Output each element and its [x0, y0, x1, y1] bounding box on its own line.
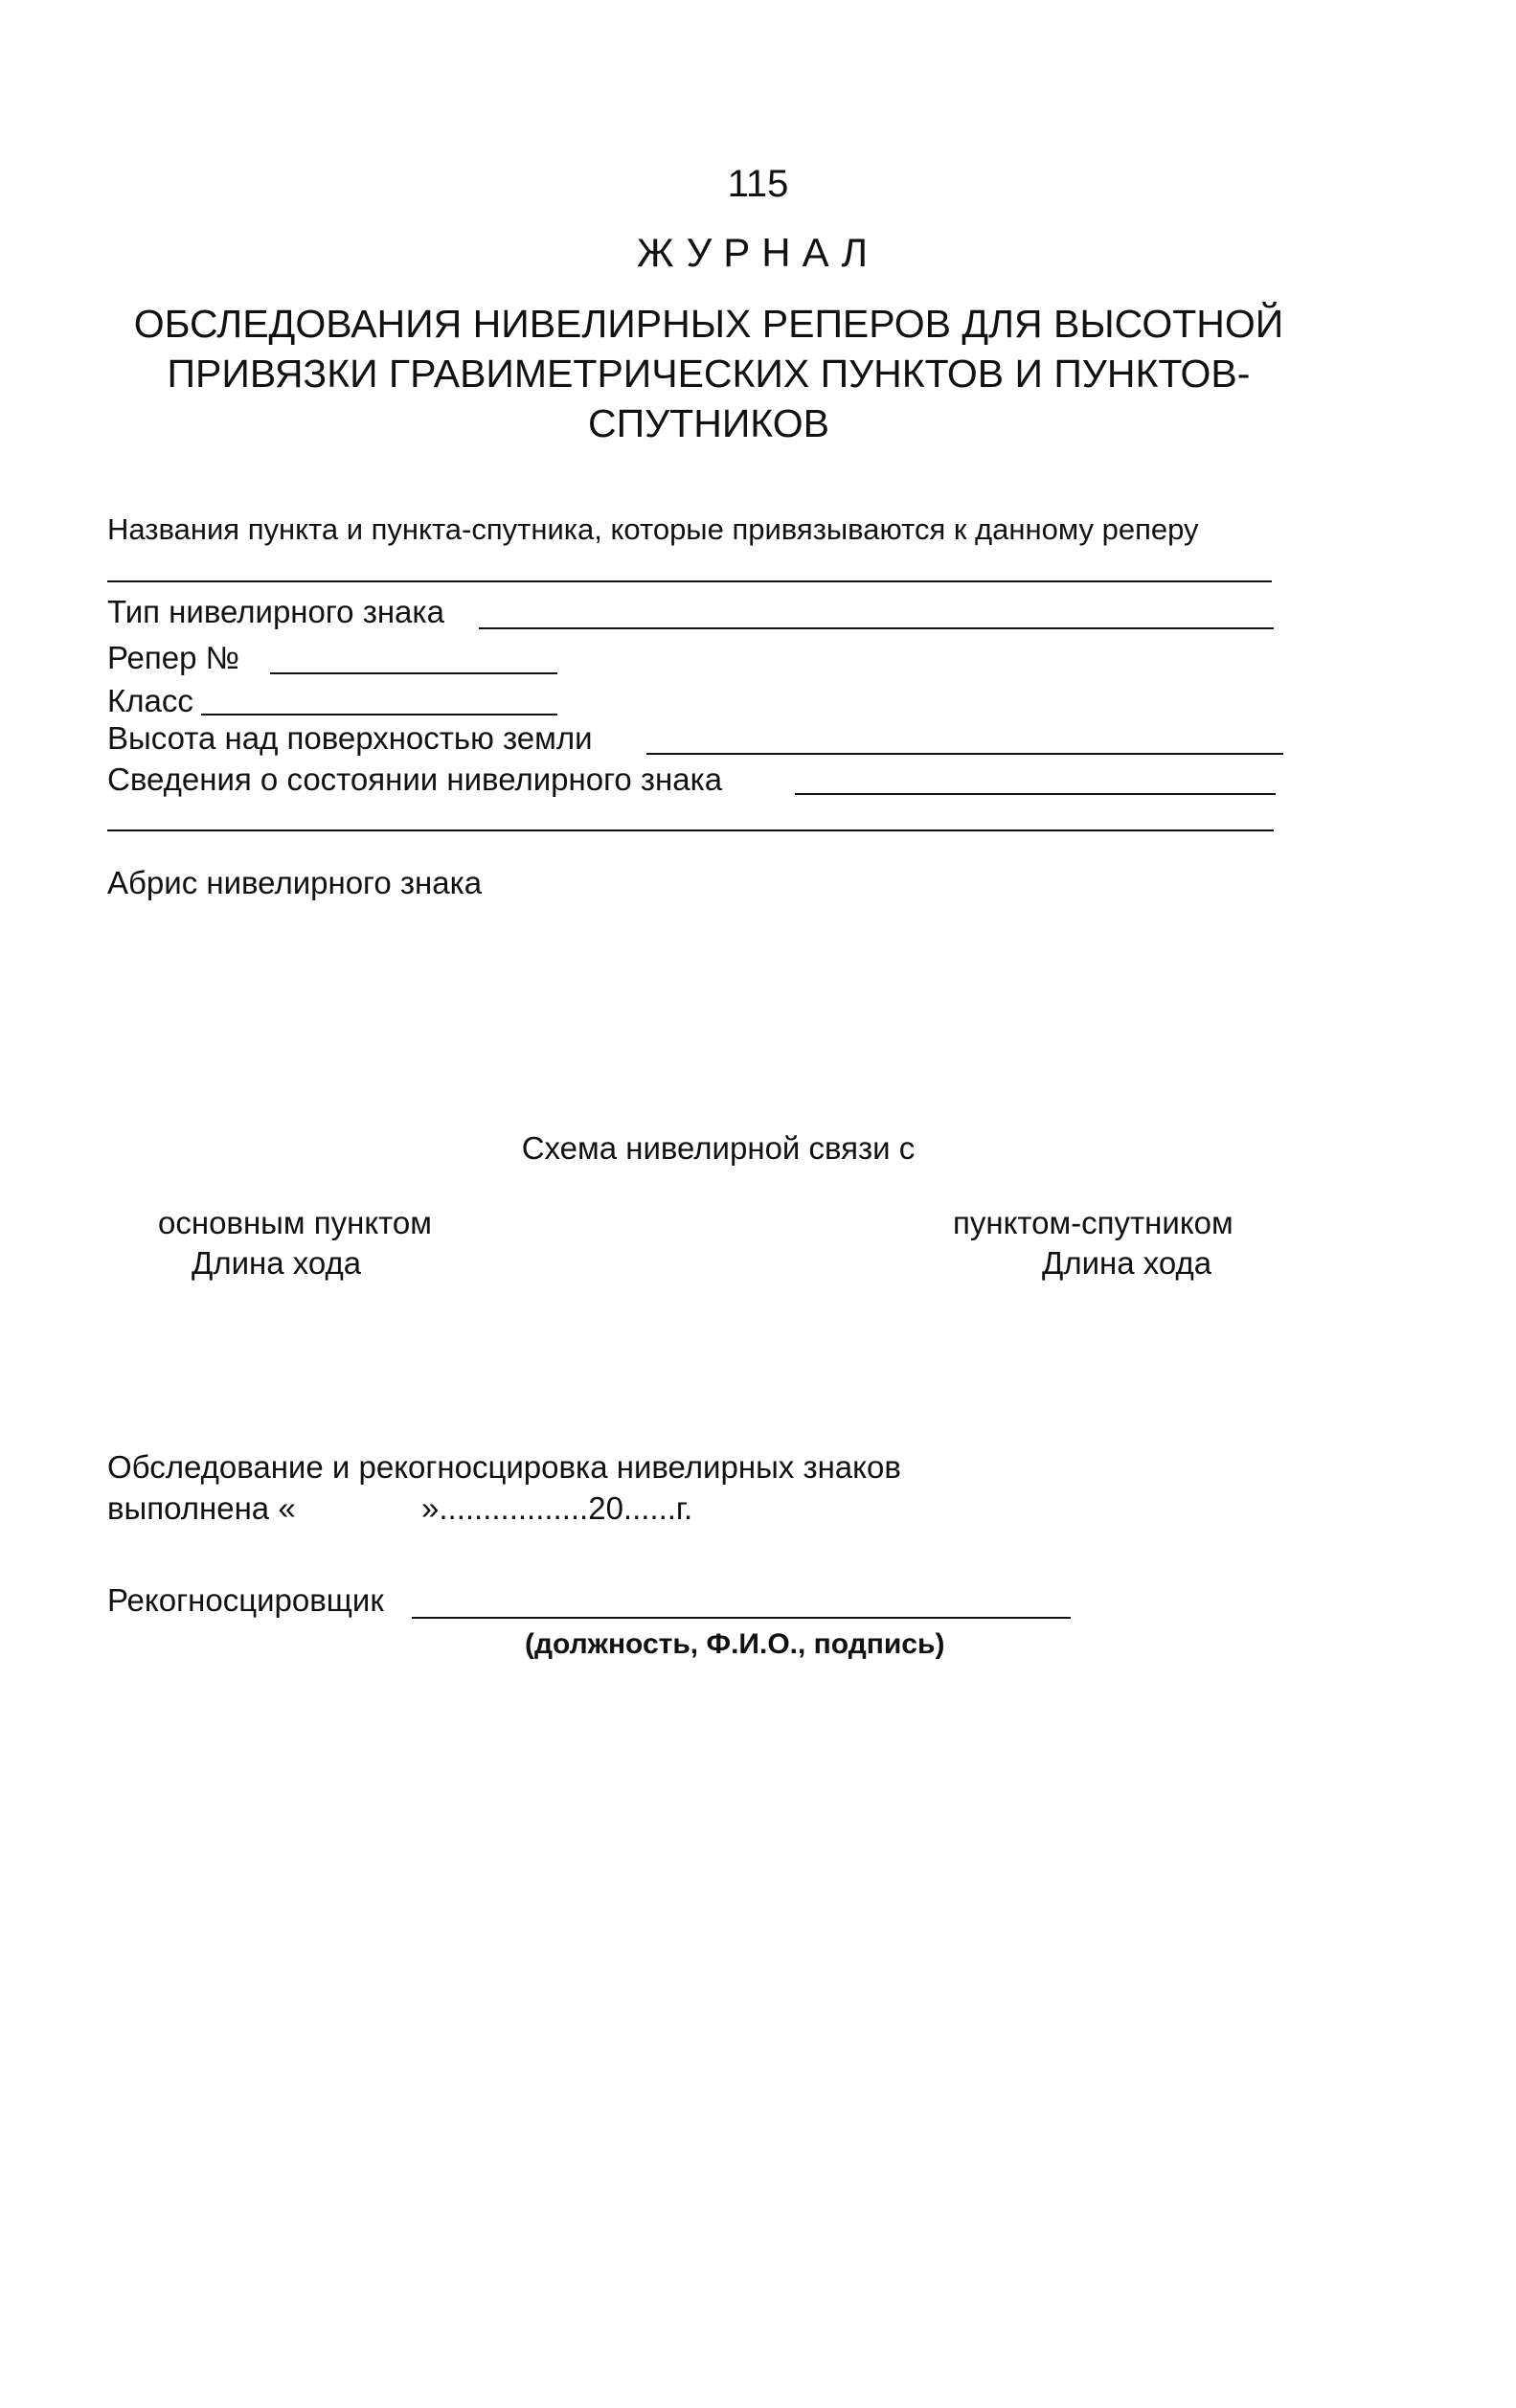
- height-field[interactable]: [646, 753, 1283, 755]
- signature-caption: (должность, Ф.И.О., подпись): [525, 1628, 945, 1660]
- scheme-title: Схема нивелирной связи с: [521, 1130, 916, 1166]
- condition-label: Сведения о состоянии нивелирного знака: [107, 761, 723, 797]
- survey-statement: Обследование и рекогносцировка нивелирных знаков: [107, 1449, 901, 1485]
- page-number: 115: [727, 163, 789, 205]
- survey-date-suffix: ».................20......г.: [421, 1490, 693, 1526]
- benchmark-label: Репер №: [107, 640, 240, 675]
- point-names-field[interactable]: [107, 580, 1272, 582]
- class-field[interactable]: [201, 714, 557, 716]
- main-point-length-label: Длина хода: [192, 1245, 362, 1281]
- satellite-point-length-label: Длина хода: [1042, 1245, 1212, 1281]
- title-line-2: ПРИВЯЗКИ ГРАВИМЕТРИЧЕСКИХ ПУНКТОВ И ПУНКТОВ-: [167, 352, 1251, 396]
- surveyor-signature-field[interactable]: [412, 1617, 1071, 1619]
- class-label: Класс: [107, 683, 193, 718]
- title-line-1: ОБСЛЕДОВАНИЯ НИВЕЛИРНЫХ РЕПЕРОВ ДЛЯ ВЫСОТНОЙ: [133, 302, 1284, 346]
- sign-type-field[interactable]: [479, 627, 1274, 629]
- sketch-label: Абрис нивелирного знака: [107, 865, 483, 900]
- satellite-point-heading: пунктом-спутником: [953, 1205, 1233, 1240]
- surveyor-label: Рекогносцировщик: [107, 1582, 384, 1618]
- main-point-heading: основным пунктом: [158, 1205, 432, 1240]
- sketch-area[interactable]: [107, 910, 1274, 1102]
- title-line-3: СПУТНИКОВ: [588, 401, 829, 445]
- sign-type-label: Тип нивелирного знака: [107, 594, 444, 629]
- condition-field[interactable]: [795, 793, 1276, 795]
- height-label: Высота над поверхностью земли: [107, 720, 593, 756]
- survey-date-prefix: выполнена «: [107, 1490, 296, 1526]
- journal-title: [124, 299, 1293, 448]
- point-names-label: Названия пункта и пункта-спутника, которые привязываются к данному реперу: [107, 512, 1199, 546]
- journal-heading: ЖУРНАЛ: [636, 230, 880, 275]
- condition-field-continued[interactable]: [107, 829, 1274, 831]
- survey-day-field[interactable]: [297, 1490, 421, 1527]
- benchmark-field[interactable]: [270, 672, 557, 674]
